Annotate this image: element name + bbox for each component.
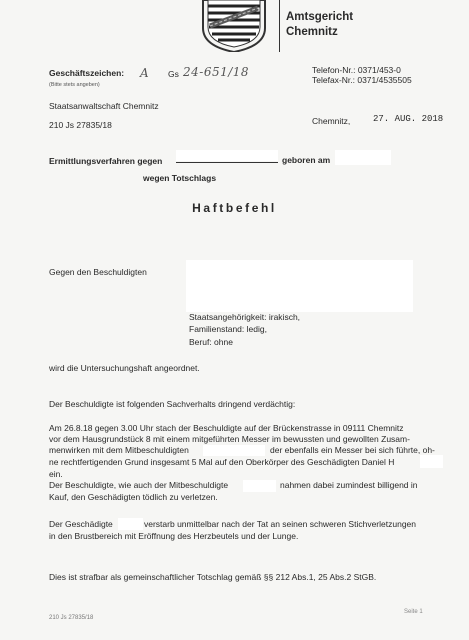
document-title: Haftbefehl [192, 201, 277, 215]
suspicion-statement: Der Beschuldigte ist folgenden Sachverhalts dringend verdächtig: [49, 399, 296, 409]
fax-number: Telefax-Nr.: 0371/4535505 [312, 75, 412, 85]
redaction-accused-name [176, 150, 278, 161]
legal-basis: Dies ist strafbar als gemeinschaftlicher Totschlag gemäß §§ 212 Abs.1, 25 Abs.2 StGB. [49, 572, 377, 582]
death-line-2: in den Brustbereich mit Eröffnung des Herzbeutels und der Lunge. [49, 531, 299, 541]
phone-number: Telefon-Nr.: 0371/453-0 [312, 65, 401, 75]
charge-label: wegen Totschlags [143, 173, 217, 183]
date-stamp: 27. AUG. 2018 [373, 114, 444, 124]
facts-line-5: ein. [49, 469, 63, 479]
header-divider [279, 0, 280, 52]
saxony-coat-of-arms-seal [193, 0, 275, 52]
custody-order: wird die Untersuchungshaft angeordnet. [49, 363, 200, 373]
court-name-line1: Amtsgericht [286, 11, 354, 23]
handwritten-reference-number: 24-651/18 [183, 65, 250, 79]
footer-page-number: Seite 1 [404, 609, 423, 615]
court-name-line2: Chemnitz [286, 26, 338, 38]
handwritten-reference-prefix: A [140, 66, 149, 80]
family-status: Familienstand: ledig, [189, 324, 267, 334]
nationality: Staatsangehörigkeit: irakisch, [189, 312, 301, 322]
born-label: geboren am [282, 155, 331, 165]
proceeding-label: Ermittlungsverfahren gegen [49, 156, 163, 166]
redaction-victim-surname [420, 455, 443, 468]
prosecutor-office: Staatsanwaltschaft Chemnitz [49, 101, 159, 111]
occupation: Beruf: ohne [189, 337, 233, 347]
redaction-co-accused [203, 445, 265, 456]
facts-line-6b: nahmen dabei zumindest billigend in [280, 480, 418, 490]
redaction-accused-details [186, 260, 413, 312]
facts-line-3b: der ebenfalls ein Messer bei sich führte, oh- [270, 445, 435, 455]
place: Chemnitz, [312, 116, 351, 126]
footer-file-number: 210 Js 27835/18 [49, 615, 94, 621]
redaction-co-accused-2 [243, 480, 276, 492]
death-line-1b: verstarb unmittelbar nach der Tat an seinen schweren Stichverletzungen [144, 519, 416, 529]
facts-line-6a: Der Beschuldigte, wie auch der Mitbeschuldigte [49, 480, 229, 490]
redaction-victim-name [118, 518, 143, 530]
reference-label: Geschäftszeichen: [49, 68, 125, 78]
facts-line-3a: menwirken mit dem Mitbeschuldigten [49, 445, 189, 455]
reference-hint: (Bitte stets angeben) [49, 82, 100, 88]
accused-intro: Gegen den Beschuldigten [49, 267, 147, 277]
facts-line-4: ne rechtfertigenden Grund insgesamt 5 Mal auf den Oberkörper des Geschädigten Daniel H [49, 457, 395, 467]
death-line-1a: Der Geschädigte [49, 519, 113, 529]
facts-line-2: vor dem Hausgrundstück 8 mit einem mitgeführten Messer im bewussten und gewollten Zusam- [49, 434, 410, 444]
redacted-name-underline [176, 162, 278, 163]
facts-line-7: Kauf, den Geschädigten tödlich zu verletzen. [49, 492, 218, 502]
redaction-birthdate [335, 150, 391, 165]
reference-gs: Gs [168, 69, 179, 79]
facts-line-1: Am 26.8.18 gegen 3.00 Uhr stach der Beschuldigte auf der Brückenstrasse in 09111 Chemnitz [49, 423, 404, 433]
file-number: 210 Js 27835/18 [49, 120, 112, 130]
